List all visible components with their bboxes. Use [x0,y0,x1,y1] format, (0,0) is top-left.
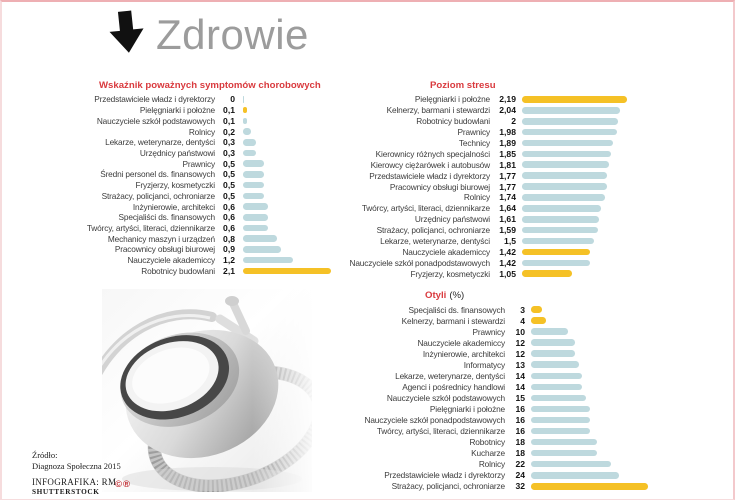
row-label: Urzędnicy państwowi [414,214,490,225]
row-bar [531,361,579,368]
row-value: 0,9 [223,244,235,255]
row-value: 1,5 [504,236,516,247]
chart-row [10,115,342,126]
row-value: 0,1 [223,105,235,116]
row-value: 1,2 [223,255,235,266]
row-label: Fryzjerzy, kosmetyczki [135,180,215,191]
chart-row [342,459,692,470]
chart-row [10,201,342,212]
row-bar [522,260,590,267]
row-label: Strażacy, policjanci, ochroniarze [376,225,490,236]
row-label: Inżynierowie, architekci [132,201,215,212]
chart-title: Otyli (%) [425,290,465,301]
row-label: Nauczyciele szkół ponadpodstawowych [364,414,505,425]
stethoscope-photo [102,289,312,492]
chart-row [342,116,682,127]
chart-row [10,266,342,277]
row-label: Kelnerzy, barmani i stewardzi [401,315,505,326]
row-bar [531,417,590,424]
chart-row [342,392,692,403]
row-bar [243,128,251,135]
row-bar [531,461,611,468]
chart-title: Wskaźnik poważnych symptomów chorobowych [99,80,321,91]
row-value: 14 [515,370,525,381]
chart-row [342,304,692,315]
chart-row [342,257,682,268]
down-arrow-icon [106,8,149,61]
row-value: 0,1 [223,115,235,126]
row-bar [531,450,597,457]
row-label: Twórcy, artyści, literaci, dziennikarze [361,203,490,214]
row-label: Pielęgniarki i położne [429,403,505,414]
row-value: 1,74 [499,192,516,203]
row-bar [243,235,277,242]
row-bar [531,339,575,346]
chart-row [342,470,692,481]
row-value: 10 [515,326,525,337]
row-label: Przedstawiciele władz i dyrektorzy [384,470,505,481]
chart-row [342,94,682,105]
row-bar [522,238,594,245]
row-value: 16 [515,403,525,414]
row-label: Technicy [458,138,490,148]
chart-title: Poziom stresu [430,80,496,91]
row-bar [243,193,264,200]
row-label: Mechanicy maszyn i urządzeń [107,233,215,244]
row-bar [243,96,244,103]
row-bar [243,118,247,125]
chart-row [342,170,682,181]
row-bar [522,172,607,179]
chart-row [342,268,682,279]
row-label: Średni personel ds. finansowych [100,169,215,180]
chart-row [10,212,342,223]
row-value: 2 [511,116,516,127]
row-label: Nauczyciele szkół podstawowych [96,115,215,126]
row-bar [522,227,598,234]
chart-row [10,158,342,169]
row-bar [522,270,572,277]
row-bar [243,160,264,167]
row-label: Urzędnicy państwowi [139,147,215,158]
row-value: 14 [515,381,525,392]
chart-row [342,192,682,203]
chart-rows [10,94,342,276]
chart-obesity [342,290,692,492]
chart-row [342,381,692,392]
row-label: Przedstawiciele władz i dyrektorzy [94,94,215,105]
row-label: Robotnicy [469,437,505,448]
chart-row [342,105,682,116]
row-label: Prawnicy [472,326,505,337]
row-bar [531,306,542,313]
copyright-marks: ©® [115,479,131,490]
row-bar [243,203,268,210]
row-label: Rolnicy [463,192,490,203]
row-value: 18 [515,448,525,459]
row-bar [522,118,618,125]
row-bar [243,268,331,275]
row-bar [531,395,586,402]
chart-row [10,148,342,159]
row-bar [522,96,627,103]
row-value: 2,1 [223,265,235,276]
row-bar [531,483,648,490]
row-value: 1,05 [499,268,516,279]
row-label: Nauczyciele akademiccy [402,246,490,257]
chart-row [10,137,342,148]
chart-row [342,138,682,149]
row-value: 1,77 [499,181,516,192]
row-bar [531,384,582,391]
row-label: Przedstawiciele władz i dyrektorzy [369,170,490,181]
row-label: Kierownicy różnych specjalności [375,148,490,159]
row-value: 3 [520,304,525,315]
row-bar [522,161,609,168]
row-value: 1,85 [499,148,516,159]
row-label: Robotnicy budowlani [416,116,490,127]
chart-row [342,481,692,492]
row-bar [522,107,620,114]
row-label: Pielęgniarki i położne [139,105,215,116]
row-value: 1,42 [499,246,516,257]
row-label: Pielęgniarki i położne [414,94,490,105]
row-label: Nauczyciele akademiccy [127,255,215,266]
row-bar [531,317,546,324]
row-value: 2,19 [499,94,516,105]
row-label: Nauczyciele szkół podstawowych [386,392,505,403]
row-label: Rolnicy [188,126,215,137]
row-value: 12 [515,348,525,359]
row-value: 0,6 [223,222,235,233]
chart-row [342,236,682,247]
chart-row [342,148,682,159]
chart-row [10,126,342,137]
chart-row [10,169,342,180]
row-value: 0 [230,94,235,105]
row-value: 22 [515,459,525,470]
chart-row [342,359,692,370]
chart-row [342,203,682,214]
chart-row [342,326,692,337]
chart-row [10,94,342,105]
row-label: Robotnicy budowlani [141,265,215,276]
row-value: 15 [515,392,525,403]
row-bar [522,151,611,158]
chart-row [342,414,692,425]
infographic-credit: INFOGRAFIKA: RM [32,477,117,487]
chart-row [10,190,342,201]
row-value: 1,64 [499,203,516,214]
chart-row [342,448,692,459]
source-label: Źródło: [32,450,58,460]
row-value: 12 [515,337,525,348]
row-bar [531,350,575,357]
chart-row [10,223,342,234]
row-bar [522,129,617,136]
chart-row [342,348,692,359]
row-label: Lekarze, weterynarze, dentyści [380,236,490,247]
row-value: 0,8 [223,233,235,244]
chart-row [342,403,692,414]
row-bar [522,183,607,190]
row-value: 0,3 [223,147,235,158]
row-value: 16 [515,414,525,425]
chart-row [342,246,682,257]
row-label: Twórcy, artyści, literaci, dziennikarze [376,426,505,437]
row-value: 0,6 [223,201,235,212]
row-label: Pracownicy obsługi biurowej [389,181,490,192]
row-bar [522,140,613,147]
chart-row [10,180,342,191]
row-bar [522,249,590,256]
row-bar [531,428,590,435]
row-label: Kelnerzy, barmani i stewardzi [386,105,490,116]
chart-rows [342,94,682,279]
row-label: Nauczyciele akademiccy [417,337,505,348]
chart-symptom-index [10,80,342,276]
chart-row [10,105,342,116]
stock-credit: SHUTTERSTOCK [32,487,100,496]
row-bar [243,257,293,264]
row-label: Kierowcy ciężarówek i autobusów [370,159,490,170]
row-value: 0,6 [223,212,235,223]
chart-row [10,255,342,266]
row-value: 2,04 [499,105,516,116]
row-value: 1,59 [499,225,516,236]
row-label: Prawnicy [457,127,490,138]
page-title: Zdrowie [156,10,309,58]
row-value: 32 [515,481,525,492]
row-value: 1,42 [499,257,516,268]
row-bar [243,150,256,157]
chart-row [342,127,682,138]
row-label: Kucharze [471,448,505,459]
row-label: Nauczyciele szkół ponadpodstawowych [349,257,490,268]
chart-row [10,244,342,255]
chart-row [342,370,692,381]
row-label: Lekarze, weterynarze, dentyści [105,137,215,148]
row-label: Fryzjerzy, kosmetyczki [410,268,490,279]
row-label: Rolnicy [478,459,505,470]
row-bar [243,214,268,221]
row-value: 0,5 [223,190,235,201]
row-label: Strażacy, policjanci, ochroniarze [101,190,215,201]
row-value: 16 [515,426,525,437]
chart-row [342,426,692,437]
row-bar [243,182,264,189]
row-label: Informatycy [463,359,505,370]
row-label: Pracownicy obsługi biurowej [114,244,215,255]
footer [32,450,121,496]
row-bar [531,373,582,380]
row-value: 1,89 [499,138,516,148]
chart-row [342,337,692,348]
row-value: 0,3 [223,137,235,148]
row-label: Strażacy, policjanci, ochroniarze [391,481,505,492]
row-value: 1,77 [499,170,516,181]
row-value: 0,5 [223,169,235,180]
row-bar [522,216,599,223]
row-label: Agenci i pośrednicy handlowi [402,381,505,392]
row-bar [531,439,597,446]
row-label: Prawnicy [182,158,215,169]
row-bar [522,194,605,201]
row-bar [243,171,264,178]
row-label: Inżynierowie, architekci [422,348,505,359]
header [108,10,309,59]
row-bar [243,107,247,114]
row-bar [522,205,601,212]
chart-row [342,181,682,192]
row-value: 1,61 [499,214,516,225]
row-label: Specjaliści ds. finansowych [118,212,215,223]
row-bar [531,328,568,335]
row-value: 0,2 [223,126,235,137]
chart-row [342,315,692,326]
row-bar [243,246,281,253]
row-bar [531,406,590,413]
row-value: 24 [515,470,525,481]
chart-rows [342,304,692,492]
chart-row [342,437,692,448]
row-value: 18 [515,437,525,448]
chart-row [10,233,342,244]
row-bar [243,139,256,146]
row-value: 13 [515,359,525,370]
row-bar [531,472,619,479]
chart-row [342,225,682,236]
row-value: 4 [520,315,525,326]
row-value: 1,98 [499,127,516,138]
row-value: 0,5 [223,158,235,169]
chart-row [342,159,682,170]
row-label: Twórcy, artyści, literaci, dziennikarze [86,222,215,233]
row-label: Lekarze, weterynarze, dentyści [395,370,505,381]
chart-stress-level [342,80,682,279]
source-value: Diagnoza Społeczna 2015 [32,461,121,471]
row-bar [243,225,268,232]
row-label: Specjaliści ds. finansowych [408,304,505,315]
chart-row [342,214,682,225]
row-value: 0,5 [223,180,235,191]
row-value: 1,81 [499,159,516,170]
